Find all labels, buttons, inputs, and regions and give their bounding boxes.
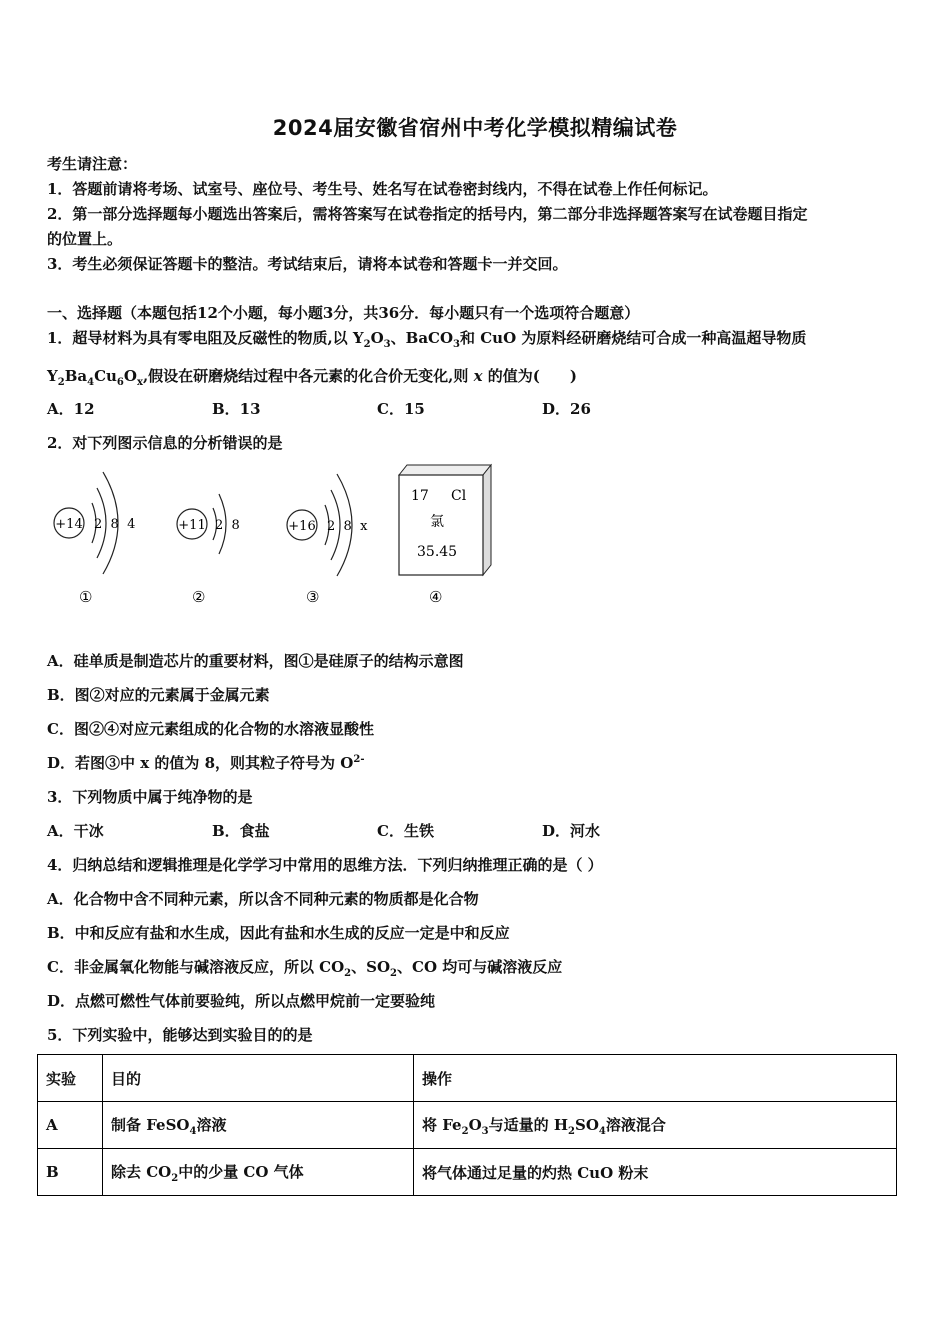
atom-3-diagram: [287, 474, 368, 576]
atom-1-diagram: [54, 472, 135, 574]
q1-stem: 1．超导材料为具有零电阻及反磁性的物质,以 $Y_2O_3$、BaCO$_3$和 CuO 为原料经研磨烧结可合成一种高温超导物质: [47, 329, 807, 350]
q4-stem: 4．归纳总结和逻辑推理是化学学习中常用的思维方法．下列归纳推理正确的是（ ）: [47, 856, 603, 874]
atom-2-shells: 2 8: [215, 518, 240, 533]
exam-title: 2024届安徽省宿州中考化学模拟精编试卷: [272, 116, 678, 140]
element-cell: [399, 465, 491, 575]
q2-option-c: C．图②④对应元素组成的化合物的水溶液显酸性: [47, 720, 374, 738]
q4-option-a: A．化合物中含不同种元素，所以含不同种元素的物质都是化合物: [47, 890, 479, 908]
row-a-id: A: [38, 1102, 103, 1149]
q2-option-a: A．硅单质是制造芯片的重要材料，图①是硅原子的结构示意图: [47, 652, 464, 670]
figure-label-4: ④: [429, 588, 443, 606]
notice-item-3: 3．考生必须保证答题卡的整洁。考试结束后，请将本试卷和答题卡一并交回。: [47, 255, 568, 273]
q3-option-b: B．食盐: [212, 822, 270, 840]
q4-option-b: B．中和反应有盐和水生成，因此有盐和水生成的反应一定是中和反应: [47, 924, 510, 942]
q1-option-d: D．26: [542, 400, 591, 418]
element-number: 17: [411, 488, 429, 504]
atom-diagrams: [45, 460, 505, 610]
row-b-purpose: 除去 $CO_2$中的少量 CO 气体: [103, 1149, 414, 1196]
atom-1-shells: 2 8 4: [94, 517, 136, 532]
q2-figure: [45, 460, 505, 610]
q1-option-b: B．13: [212, 400, 261, 418]
element-mass: 35.45: [417, 544, 458, 560]
atom-1-nucleus: +14: [55, 517, 83, 532]
q2-option-d: D．若图③中 x 的值为 8，则其粒子符号为 $O^{2-}$: [47, 754, 365, 772]
notice-item-1: 1．答题前请将考场、试室号、座位号、考生号、姓名写在试卷密封线内，不得在试卷上作任何标记。: [47, 180, 718, 198]
table-header-operation: 操作: [414, 1055, 897, 1102]
table-header-row: [38, 1055, 897, 1102]
table-header-purpose: 目的: [103, 1055, 414, 1102]
q4-option-c: C．非金属氧化物能与碱溶液反应，所以 $CO_2$、$SO_2$、CO 均可与碱溶液反应: [47, 958, 563, 979]
table-row: [38, 1149, 897, 1196]
q1-option-c: C．15: [377, 400, 425, 418]
atom-3-nucleus: +16: [288, 519, 316, 534]
atom-2-diagram: [177, 494, 240, 554]
q5-stem: 5．下列实验中，能够达到实验目的的是: [47, 1026, 313, 1044]
q3-stem: 3．下列物质中属于纯净物的是: [47, 788, 253, 806]
atom-3-shells: 2 8 x: [327, 519, 368, 534]
atom-2-nucleus: +11: [178, 518, 206, 533]
q2-option-b: B．图②对应的元素属于金属元素: [47, 686, 270, 704]
row-b-operation: 将气体通过足量的灼热 CuO 粉末: [414, 1149, 897, 1196]
q1-stem-cont: $Y_2Ba_4Cu_6O_x$,假设在研磨烧结过程中各元素的化合价无变化,则 x 的值为( ): [47, 367, 577, 388]
row-a-operation: 将 $Fe_2O_3$与适量的 $H_2SO_4$溶液混合: [414, 1102, 897, 1149]
table-row: [38, 1102, 897, 1149]
table-header-experiment: 实验: [38, 1055, 103, 1102]
section-heading: 一、选择题（本题包括12个小题，每小题3分，共36分．每小题只有一个选项符合题意）: [47, 304, 640, 322]
row-a-purpose: 制备 FeSO$_4$溶液: [103, 1102, 414, 1149]
row-b-id: B: [38, 1149, 103, 1196]
element-name: 氯: [430, 514, 444, 530]
notice-item-2: 2．第一部分选择题每小题选出答案后，需将答案写在试卷指定的括号内，第二部分非选择题答案写在试卷题目指定: [47, 205, 808, 223]
q3-option-c: C．生铁: [377, 822, 434, 840]
figure-label-3: ③: [306, 588, 320, 606]
q2-stem: 2．对下列图示信息的分析错误的是: [47, 434, 283, 452]
notice-heading: 考生请注意：: [47, 155, 138, 173]
notice-item-2-cont: 的位置上。: [47, 230, 123, 248]
q3-option-d: D．河水: [542, 822, 601, 840]
element-symbol: Cl: [451, 488, 467, 504]
q1-option-a: A．12: [47, 400, 95, 418]
q3-option-a: A．干冰: [47, 822, 104, 840]
experiment-table: [37, 1054, 897, 1196]
figure-label-2: ②: [192, 588, 206, 606]
figure-label-1: ①: [79, 588, 93, 606]
q4-option-d: D．点燃可燃性气体前要验纯，所以点燃甲烷前一定要验纯: [47, 992, 436, 1010]
